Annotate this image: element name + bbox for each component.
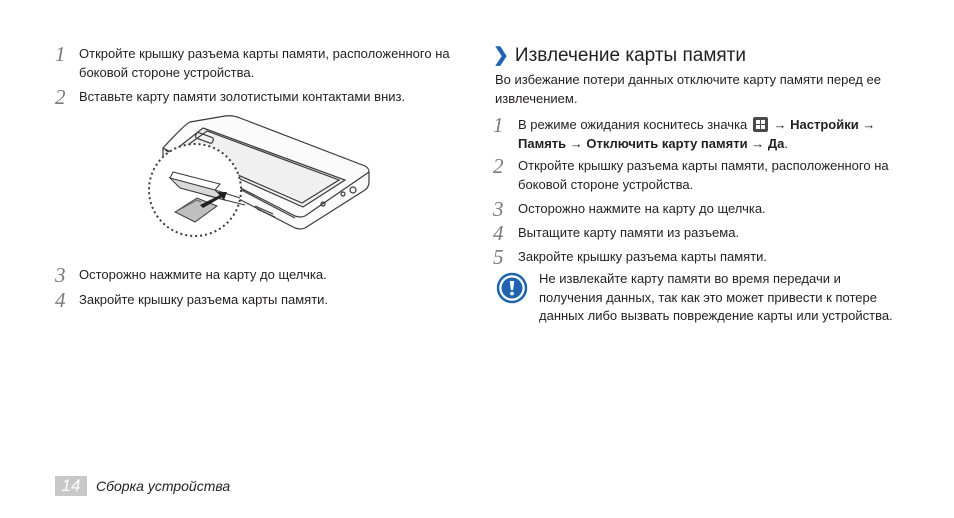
step-number: 3 xyxy=(493,197,504,221)
step-text: Откройте крышку разъема карты памяти, расположенного на боковой стороне устройства. xyxy=(518,158,889,192)
intro-text: Во избежание потери данных отключите карту памяти перед ее извлечением. xyxy=(495,72,881,106)
step-number: 4 xyxy=(493,221,504,245)
section-name: Сборка устройства xyxy=(96,478,231,494)
step-text: Вставьте карту памяти золотистыми контактами вниз. xyxy=(79,89,406,104)
step-number: 1 xyxy=(55,42,66,66)
step-number: 3 xyxy=(55,263,66,287)
step-number: 4 xyxy=(55,288,66,312)
step-number: 2 xyxy=(55,85,66,109)
step-text: Вытащите карту памяти из разъема. xyxy=(518,225,740,240)
warning-icon xyxy=(496,272,528,304)
step-text: В режиме ожидания коснитесь значка → Настройки → Память → Отключить карту памяти → Да. xyxy=(518,117,876,151)
warning-text: Не извлекайте карту памяти во время передачи и получения данных, так как это может привести к потере данных либо вызвать повреждение карты или устройства. xyxy=(539,271,893,323)
step-text: Закройте крышку разъема карты памяти. xyxy=(79,292,329,307)
step-text: Закройте крышку разъема карты памяти. xyxy=(518,249,768,264)
page-number: 14 xyxy=(55,476,87,496)
memory-card-insert-illustration xyxy=(145,110,375,250)
step-number: 5 xyxy=(493,245,504,269)
step-text: Осторожно нажмите на карту до щелчка. xyxy=(518,201,766,216)
chevron-right-icon: ❯ xyxy=(493,45,509,66)
heading-text: Извлечение карты памяти xyxy=(514,45,746,66)
step-number: 2 xyxy=(493,154,504,178)
step-text: Осторожно нажмите на карту до щелчка. xyxy=(79,267,327,282)
step-text: Откройте крышку разъема карты памяти, расположенного на боковой стороне устройства. xyxy=(79,46,450,80)
step-number: 1 xyxy=(493,113,504,137)
section-heading xyxy=(493,44,746,68)
menu-grid-icon xyxy=(753,117,768,132)
